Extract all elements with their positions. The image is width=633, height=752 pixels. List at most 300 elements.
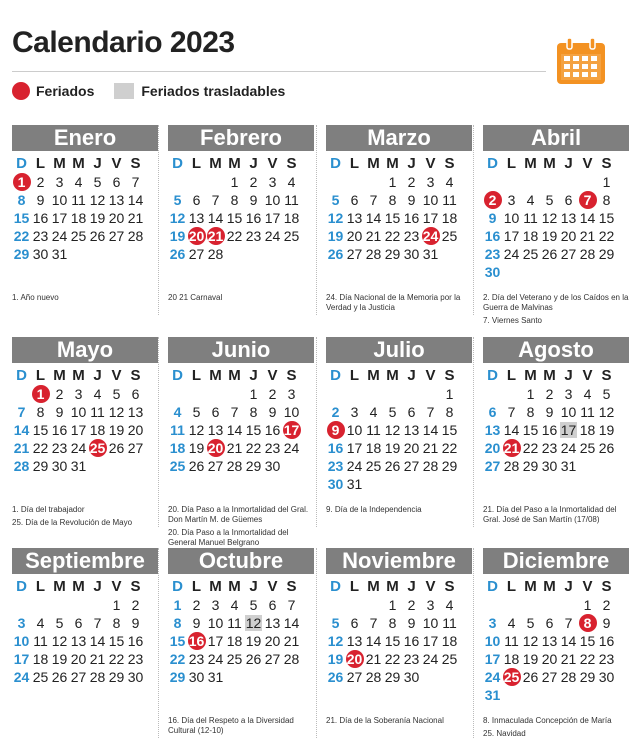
holiday-notes [12, 505, 158, 531]
holiday-day: 2 [483, 191, 502, 209]
day-cell: 2 [545, 386, 554, 402]
column-separator [158, 548, 159, 738]
week-row [483, 173, 629, 191]
weekday-label: J [564, 155, 573, 172]
holiday-day: 20 [188, 228, 205, 244]
day-cell: 6 [268, 597, 277, 613]
weekday-label: V [425, 155, 436, 172]
column-separator [316, 125, 317, 315]
day-cell: 6 [131, 386, 140, 402]
week-row [12, 403, 158, 421]
day-cell: 4 [287, 174, 296, 190]
day-cell: 28 [503, 458, 520, 474]
day-cell: 13 [541, 633, 558, 649]
day-cell: 18 [283, 210, 300, 226]
week-row [12, 632, 158, 650]
day-cell: 7 [369, 192, 378, 208]
day-cell: 19 [384, 440, 401, 456]
week-row [326, 209, 472, 227]
weekday-label: D [172, 578, 183, 595]
day-cell: 9 [268, 404, 277, 420]
weekday-header [12, 155, 158, 173]
day-cell: 16 [484, 228, 501, 244]
day-cell: 8 [112, 615, 121, 631]
day-cell: 23 [327, 458, 344, 474]
weekday-label: J [249, 578, 258, 595]
week-row [12, 457, 158, 475]
day-cell: 15 [579, 633, 596, 649]
day-cell: 29 [169, 669, 186, 685]
day-cell: 17 [13, 651, 30, 667]
empty-day-cell [12, 596, 31, 614]
week-row [326, 439, 472, 457]
empty-day-cell [69, 245, 88, 263]
day-cell: 9 [36, 192, 45, 208]
weekday-label: J [93, 155, 102, 172]
month-noviembre [326, 548, 472, 746]
day-cell: 3 [211, 597, 220, 613]
weekday-header [12, 367, 158, 385]
week-row [483, 209, 629, 227]
empty-day-cell [107, 457, 126, 475]
week-row [168, 457, 314, 475]
month-header: Abril [483, 125, 629, 151]
day-cell: 3 [350, 404, 359, 420]
day-cell: 28 [560, 669, 577, 685]
day-cell: 18 [441, 633, 458, 649]
day-cell: 7 [211, 192, 220, 208]
holiday-note: 25. Día de la Revolución de Mayo [12, 518, 133, 527]
column-separator [473, 125, 474, 315]
day-cell: 28 [207, 246, 224, 262]
day-cell: 20 [560, 228, 577, 244]
day-cell: 16 [403, 210, 420, 226]
weekday-header [483, 155, 629, 173]
month-febrero [168, 125, 314, 323]
week-row [12, 439, 158, 457]
day-cell: 2 [192, 597, 201, 613]
day-cell: 26 [384, 458, 401, 474]
day-cell: 1 [173, 597, 182, 613]
legend-movable-label: Feriados trasladables [141, 83, 286, 99]
month-diciembre [483, 548, 629, 746]
day-cell: 1 [388, 597, 397, 613]
day-cell: 26 [327, 246, 344, 262]
weekday-label: D [16, 367, 27, 384]
weekday-label: V [267, 155, 278, 172]
empty-day-cell [483, 596, 502, 614]
day-cell: 2 [331, 404, 340, 420]
day-cell: 30 [32, 246, 49, 262]
weekday-label: J [93, 367, 102, 384]
empty-day-cell [402, 385, 421, 403]
day-cell: 14 [226, 422, 243, 438]
day-cell: 21 [127, 210, 144, 226]
weekday-label: M [386, 578, 399, 595]
day-cell: 10 [560, 404, 577, 420]
day-cell: 11 [366, 422, 381, 438]
day-cell: 12 [384, 422, 401, 438]
day-cell: 8 [173, 615, 182, 631]
weekday-label: J [407, 367, 416, 384]
empty-day-cell [383, 475, 402, 493]
day-cell: 11 [442, 192, 457, 208]
day-cell: 8 [388, 192, 397, 208]
day-cell: 22 [598, 228, 615, 244]
day-cell: 5 [602, 386, 611, 402]
day-cell: 23 [245, 228, 262, 244]
day-grid [483, 578, 629, 704]
day-cell: 24 [207, 651, 224, 667]
day-cell: 31 [484, 687, 501, 703]
weekday-label: M [72, 155, 85, 172]
week-row [168, 191, 314, 209]
week-row [326, 596, 472, 614]
day-cell: 11 [284, 192, 299, 208]
month-septiembre [12, 548, 158, 746]
day-cell: 16 [541, 422, 558, 438]
day-cell: 24 [503, 246, 520, 262]
day-cell: 13 [346, 633, 363, 649]
weekday-header [483, 578, 629, 596]
empty-day-cell [206, 385, 225, 403]
day-cell: 30 [541, 458, 558, 474]
day-cell: 26 [169, 246, 186, 262]
day-cell: 14 [13, 422, 30, 438]
week-row [326, 475, 472, 493]
day-cell: 9 [407, 615, 416, 631]
day-cell: 18 [503, 651, 520, 667]
day-cell: 17 [51, 210, 68, 226]
week-row [168, 385, 314, 403]
movable-holiday-day: 17 [560, 422, 577, 438]
day-cell: 10 [264, 192, 281, 208]
weekday-label: S [444, 155, 455, 172]
day-cell: 7 [17, 404, 26, 420]
day-cell: 14 [365, 210, 382, 226]
day-cell: 5 [249, 597, 258, 613]
day-cell: 15 [598, 210, 615, 226]
weekday-label: V [267, 367, 278, 384]
weekday-header [326, 367, 472, 385]
day-cell: 1 [230, 174, 239, 190]
day-cell: 1 [583, 597, 592, 613]
day-cell: 23 [403, 228, 420, 244]
weekday-label: L [349, 155, 360, 172]
week-row [483, 263, 629, 281]
month-header: Mayo [12, 337, 158, 363]
weekday-label: M [367, 578, 380, 595]
day-cell: 22 [384, 651, 401, 667]
day-cell: 19 [89, 210, 106, 226]
week-row [483, 668, 629, 686]
weekday-label: M [228, 578, 241, 595]
empty-day-cell [282, 668, 301, 686]
weekday-label: V [425, 367, 436, 384]
day-grid [168, 578, 314, 686]
day-cell: 13 [484, 422, 501, 438]
holiday-day: 9 [326, 421, 345, 439]
weekday-label: M [367, 367, 380, 384]
empty-day-cell [483, 385, 502, 403]
day-cell: 4 [445, 174, 454, 190]
day-cell: 16 [245, 210, 262, 226]
day-cell: 25 [70, 228, 87, 244]
holiday-day: 7 [578, 191, 597, 209]
empty-day-cell [559, 596, 578, 614]
day-cell: 12 [89, 192, 106, 208]
holiday-notes [483, 505, 629, 528]
day-cell: 4 [74, 174, 83, 190]
day-cell: 28 [127, 228, 144, 244]
day-cell: 27 [264, 651, 281, 667]
weekday-label: M [524, 367, 537, 384]
week-row [12, 668, 158, 686]
day-cell: 4 [93, 386, 102, 402]
week-row [12, 191, 158, 209]
day-cell: 17 [422, 633, 439, 649]
day-cell: 19 [188, 440, 205, 456]
day-cell: 17 [264, 210, 281, 226]
weekday-label: D [487, 367, 498, 384]
day-cell: 19 [51, 651, 68, 667]
holiday-note: 1. Día del trabajador [12, 505, 85, 514]
day-cell: 10 [207, 615, 224, 631]
week-row [12, 245, 158, 263]
day-cell: 11 [71, 192, 86, 208]
day-cell: 19 [541, 228, 558, 244]
empty-day-cell [540, 263, 559, 281]
weekday-label: M [53, 155, 66, 172]
empty-day-cell [559, 263, 578, 281]
day-cell: 8 [249, 404, 258, 420]
empty-day-cell [282, 245, 301, 263]
day-cell: 30 [264, 458, 281, 474]
day-cell: 22 [522, 440, 539, 456]
day-cell: 22 [169, 651, 186, 667]
day-cell: 4 [36, 615, 45, 631]
empty-day-cell [364, 596, 383, 614]
holiday-note: 21. Día del Paso a la Inmortalidad del Gral. José de San Martín (17/08) [483, 505, 617, 524]
holiday-notes [12, 293, 158, 306]
week-row [483, 227, 629, 245]
day-cell: 5 [388, 404, 397, 420]
day-cell: 3 [287, 386, 296, 402]
day-cell: 21 [579, 228, 596, 244]
empty-day-cell [88, 457, 107, 475]
weekday-header [168, 155, 314, 173]
holiday-day: 8 [578, 614, 597, 632]
empty-day-cell [364, 385, 383, 403]
day-cell: 25 [441, 228, 458, 244]
empty-day-cell [326, 596, 345, 614]
legend-holidays-label: Feriados [36, 83, 95, 99]
day-cell: 11 [227, 615, 242, 631]
weekday-label: M [386, 367, 399, 384]
day-cell: 5 [192, 404, 201, 420]
day-cell: 19 [245, 633, 262, 649]
weekday-header [168, 578, 314, 596]
day-cell: 7 [564, 615, 573, 631]
day-cell: 18 [89, 422, 106, 438]
day-cell: 13 [264, 615, 281, 631]
week-row [483, 385, 629, 403]
weekday-label: D [330, 367, 341, 384]
day-cell: 3 [268, 174, 277, 190]
day-cell: 25 [522, 246, 539, 262]
day-cell: 28 [365, 669, 382, 685]
day-cell: 14 [207, 210, 224, 226]
day-cell: 3 [17, 615, 26, 631]
day-cell: 27 [484, 458, 501, 474]
week-row [168, 245, 314, 263]
empty-day-cell [502, 596, 521, 614]
day-cell: 17 [422, 210, 439, 226]
empty-day-cell [521, 596, 540, 614]
empty-day-cell [383, 385, 402, 403]
empty-day-cell [597, 457, 616, 475]
day-cell: 6 [350, 192, 359, 208]
week-row [168, 596, 314, 614]
day-cell: 31 [346, 476, 363, 492]
day-cell: 25 [441, 651, 458, 667]
weekday-header [326, 578, 472, 596]
day-cell: 24 [70, 440, 87, 456]
holiday-day: 25 [503, 669, 520, 685]
empty-day-cell [126, 245, 145, 263]
holiday-note: 2. Día del Veterano y de los Caídos en la Guerra de Malvinas [483, 293, 629, 312]
day-cell: 16 [598, 633, 615, 649]
week-row [483, 191, 629, 209]
weekday-header [483, 367, 629, 385]
day-cell: 20 [403, 440, 420, 456]
holiday-note: 16. Día del Respeto a la Diversidad Cultural (12-10) [168, 716, 294, 735]
day-cell: 3 [426, 597, 435, 613]
weekday-label: J [249, 367, 258, 384]
day-cell: 23 [188, 651, 205, 667]
day-cell: 11 [523, 210, 538, 226]
day-cell: 20 [541, 651, 558, 667]
weekday-label: D [330, 578, 341, 595]
week-row [168, 209, 314, 227]
month-header: Junio [168, 337, 314, 363]
day-cell: 10 [283, 404, 300, 420]
empty-day-cell [88, 596, 107, 614]
day-cell: 23 [264, 440, 281, 456]
day-cell: 7 [426, 404, 435, 420]
weekday-label: D [330, 155, 341, 172]
empty-day-cell [502, 686, 521, 704]
day-cell: 6 [112, 174, 121, 190]
weekday-label: J [93, 578, 102, 595]
day-cell: 19 [598, 422, 615, 438]
day-cell: 12 [108, 404, 125, 420]
empty-day-cell [88, 245, 107, 263]
empty-day-cell [187, 385, 206, 403]
day-cell: 12 [327, 210, 344, 226]
day-cell: 28 [226, 458, 243, 474]
day-cell: 10 [13, 633, 30, 649]
empty-day-cell [326, 385, 345, 403]
day-cell: 20 [484, 440, 501, 456]
holiday-note: 21. Día de la Soberanía Nacional [326, 716, 444, 725]
weekday-label: S [444, 578, 455, 595]
day-cell: 18 [226, 633, 243, 649]
week-row [12, 385, 158, 403]
day-cell: 27 [108, 228, 125, 244]
day-cell: 3 [426, 174, 435, 190]
day-cell: 25 [283, 228, 300, 244]
day-cell: 8 [230, 192, 239, 208]
weekday-label: V [111, 578, 122, 595]
weekday-label: L [349, 578, 360, 595]
month-header: Febrero [168, 125, 314, 151]
day-cell: 14 [560, 633, 577, 649]
day-cell: 15 [13, 210, 30, 226]
day-cell: 16 [127, 633, 144, 649]
holiday-notes [168, 716, 314, 739]
day-cell: 30 [403, 669, 420, 685]
weekday-label: L [191, 578, 202, 595]
day-cell: 2 [602, 597, 611, 613]
day-cell: 6 [192, 192, 201, 208]
day-cell: 10 [422, 615, 439, 631]
empty-day-cell [402, 475, 421, 493]
day-cell: 11 [33, 633, 48, 649]
day-cell: 25 [32, 669, 49, 685]
empty-day-cell [345, 385, 364, 403]
weekday-label: J [407, 578, 416, 595]
day-cell: 20 [70, 651, 87, 667]
week-row [326, 245, 472, 263]
day-cell: 14 [579, 210, 596, 226]
weekday-label: S [286, 155, 297, 172]
week-row [326, 191, 472, 209]
day-cell: 9 [407, 192, 416, 208]
week-row [483, 632, 629, 650]
day-cell: 10 [484, 633, 501, 649]
day-cell: 13 [108, 192, 125, 208]
day-cell: 12 [541, 210, 558, 226]
weekday-label: M [53, 367, 66, 384]
legend [12, 82, 285, 100]
day-cell: 23 [51, 440, 68, 456]
holiday-notes [168, 293, 314, 306]
column-separator [316, 337, 317, 527]
weekday-label: M [228, 155, 241, 172]
day-cell: 26 [327, 669, 344, 685]
day-cell: 21 [13, 440, 30, 456]
day-cell: 30 [598, 669, 615, 685]
empty-day-cell [12, 385, 31, 403]
day-cell: 21 [283, 633, 300, 649]
day-cell: 24 [283, 440, 300, 456]
day-cell: 3 [488, 615, 497, 631]
weekday-label: M [386, 155, 399, 172]
week-row [326, 173, 472, 191]
day-cell: 29 [598, 246, 615, 262]
day-cell: 31 [560, 458, 577, 474]
week-row [12, 650, 158, 668]
weekday-label: L [191, 155, 202, 172]
empty-day-cell [263, 668, 282, 686]
holiday-notes [326, 293, 472, 316]
day-cell: 2 [268, 386, 277, 402]
weekday-label: L [349, 367, 360, 384]
week-row [483, 457, 629, 475]
day-cell: 8 [17, 192, 26, 208]
week-row [168, 227, 314, 245]
